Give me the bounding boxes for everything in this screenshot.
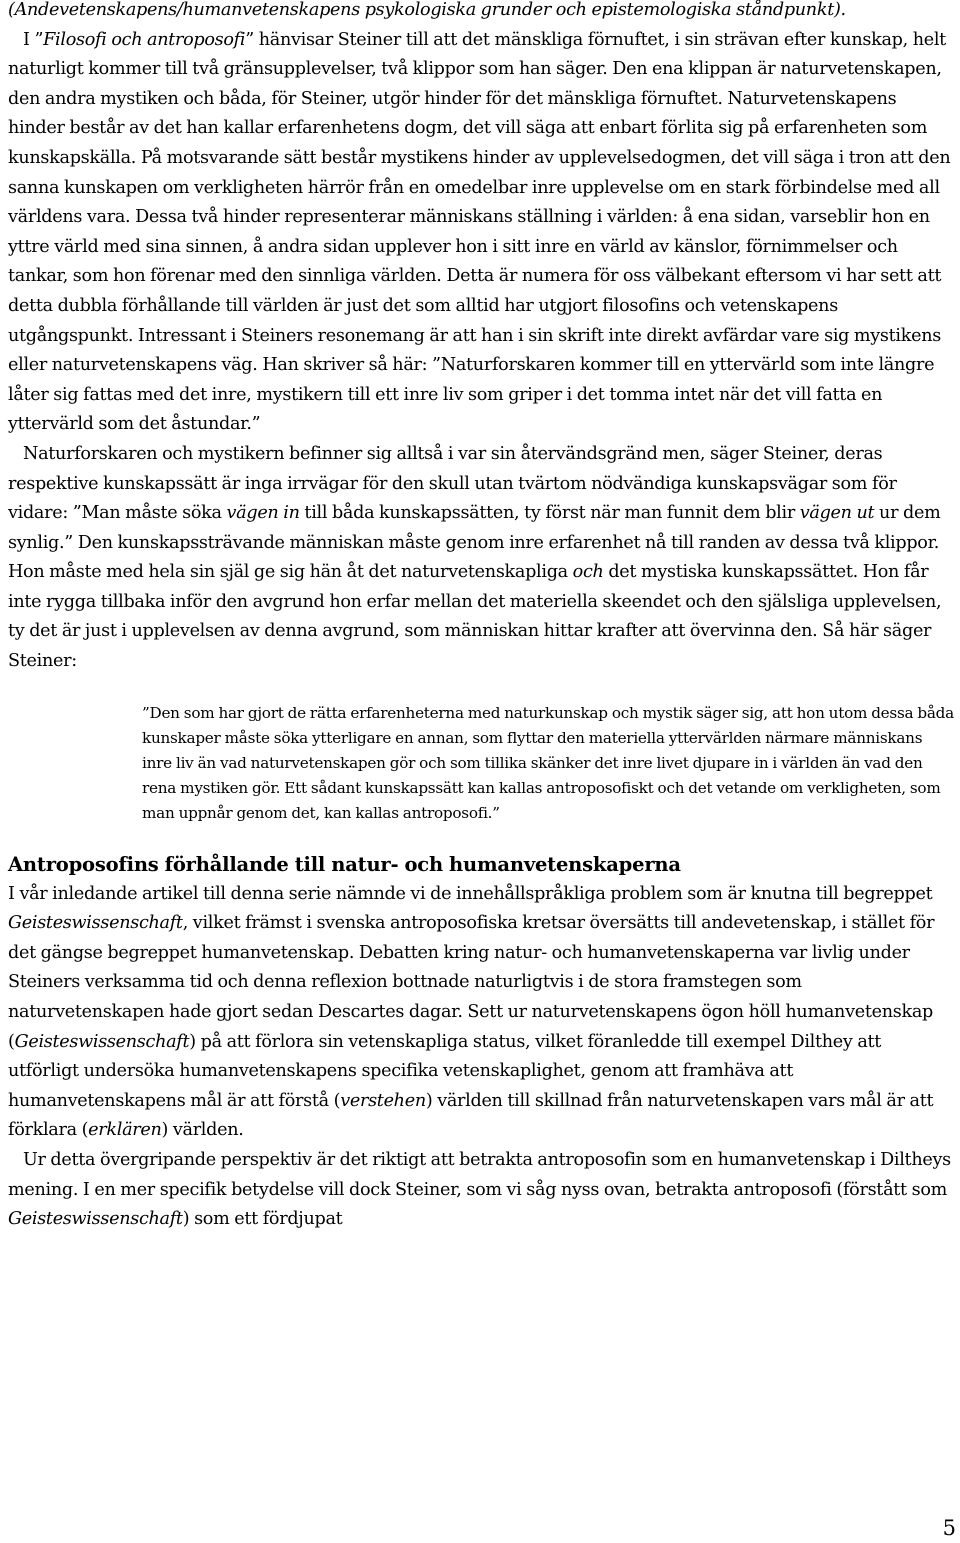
italic-text: vägen ut [799,503,875,524]
document-page [8,0,954,1235]
italic-term: Geisteswissenschaft [14,1031,190,1052]
italic-title: Filosofi och antroposofi [43,29,246,50]
italic-term: verstehen [340,1090,426,1111]
page-number: 5 [942,1516,956,1540]
block-quote: ”Den som har gjort de rätta erfarenheterna med naturkunskap och mystik säger sig, att hon utom dessa båda kunskaper måste söka ytterligare en annan, som flyttar den materiella yttervärlden närmare människans inre liv än vad naturvetenskapen gör och som tillika skänker det inre livet djupare in i världen än vad den rena mystiken gör. Ett sådant kunskapssätt kan kallas antroposofiskt och det vetande om verkligheten, som man uppnår genom det, kan kallas antroposofi.” [142,703,954,822]
italic-term: erklären [88,1120,162,1141]
italic-term: Geisteswissenschaft [8,1209,183,1230]
italic-text: vägen in [226,503,300,524]
paragraph-continuation [8,0,954,26]
paragraph-naturforskaren: Naturforskaren och mystikern befinner sig alltså i var sin återvändsgränd men, säger Steiner, deras respektive kunskapssätt är inga irrvägar för den skull utan tvärtom nödvändiga kunskapsvägar som för vidare: ”Man måste söka vägen in till båda kunskapssätten, ty först när man funnit dem blir vägen ut ur dem synlig.” Den kunskapssträvande människan måste genom inre erfarenhet nå till randen av dessa två klippor. Hon måste med hela sin själ ge sig hän åt det naturvetenskapliga och det mystiska kunskapssättet. Hon får inte rygga tillbaka inför den avgrund hon erfar mellan det materiella skeendet och den själsliga upplevelsen, ty det är just i upplevelsen av denna avgrund, som människan hittar krafter att övervinna den. Så här säger Steiner: [8,443,942,672]
italic-text: och [572,562,604,583]
section-heading: Antroposofins förhållande till natur- och humanvetenskaperna [8,852,681,876]
italic-term: Geisteswissenschaft [8,913,183,934]
paragraph-inledande: I vår inledande artikel till denna serie nämnde vi de innehållspråkliga problem som är knutna till begreppet Geisteswissenschaft, vilket främst i svenska antroposofiska kretsar översätts till andevetenskap, i stället för det gängse begreppet humanvetenskap. Debatten kring natur- och humanvetenskaperna var livlig under Steiners verksamma tid och denna reflexion bottnade naturligtvis i de stora framstegen som naturvetenskapen hade gjort sedan Descartes dagar. Sett ur naturvetenskapens ögon höll humanvetenskap (Geisteswissenschaft) på att förlora sin vetenskapliga status, vilket föranledde till exempel Dilthey att utförligt undersöka humanvetenskapens specifika vetenskaplighet, genom att framhäva att humanvetenskapens mål är att förstå (verstehen) världen till skillnad från naturvetenskapen vars mål är att förklara (erklären) världen. [8,883,935,1141]
paragraph-filosofi: I ”Filosofi och antroposofi” hänvisar Steiner till att det mänskliga förnuftet, i sin strävan efter kunskap, helt naturligt kommer till två gränsupplevelser, två klippor som han säger. Den ena klippan är naturvetenskapen, den andra mystiken och båda, för Steiner, utgör hinder för det mänskliga förnuftet. Naturvetenskapens hinder består av det han kallar erfarenhetens dogm, det vill säga att enbart förlita sig på erfarenheten som kunskapskälla. På motsvarande sätt består mystikens hinder av upplevelsedogmen, det vill säga i tron att den sanna kunskapen om verkligheten härrör från en omedelbar inre upplevelse om en stark förbindelse med all världens vara. Dessa två hinder representerar människans ställning i världen: å ena sidan, varseblir hon en yttre värld med sina sinnen, å andra sidan upplever hon i sitt inre en värld av känslor, förnimmelser och tankar, som hon förenar med den sinnliga världen. Detta är numera för oss välbekant eftersom vi har sett att detta dubbla förhållande till världen är just det som alltid har utgjort filosofins och vetenskapens utgångspunkt. Intressant i Steiners resonemang är att han i sin skrift inte direkt avfärdar vare sig mystikens eller naturvetenskapens väg. Han skriver så här: ”Naturforskaren kommer till en yttervärld som inte längre låter sig fattas med det inre, mystikern till ett inre liv som griper i det tomma intet när det vill fatta en yttervärld som det åstundar.” [8,29,951,435]
spacer [8,677,954,701]
paragraph-perspektiv: Ur detta övergripande perspektiv är det riktigt att betrakta antroposofin som en humanvetenskap i Diltheys mening. I en mer specifik betydelse vill dock Steiner, som vi såg nyss ovan, betrakta antroposofi (förstått som Geisteswissenschaft) som ett fördjupat [8,1150,951,1230]
italic-text: (Andevetenskapens/humanvetenskapens psykologiska grunder och epistemologiska ståndpunkt). [8,0,846,20]
